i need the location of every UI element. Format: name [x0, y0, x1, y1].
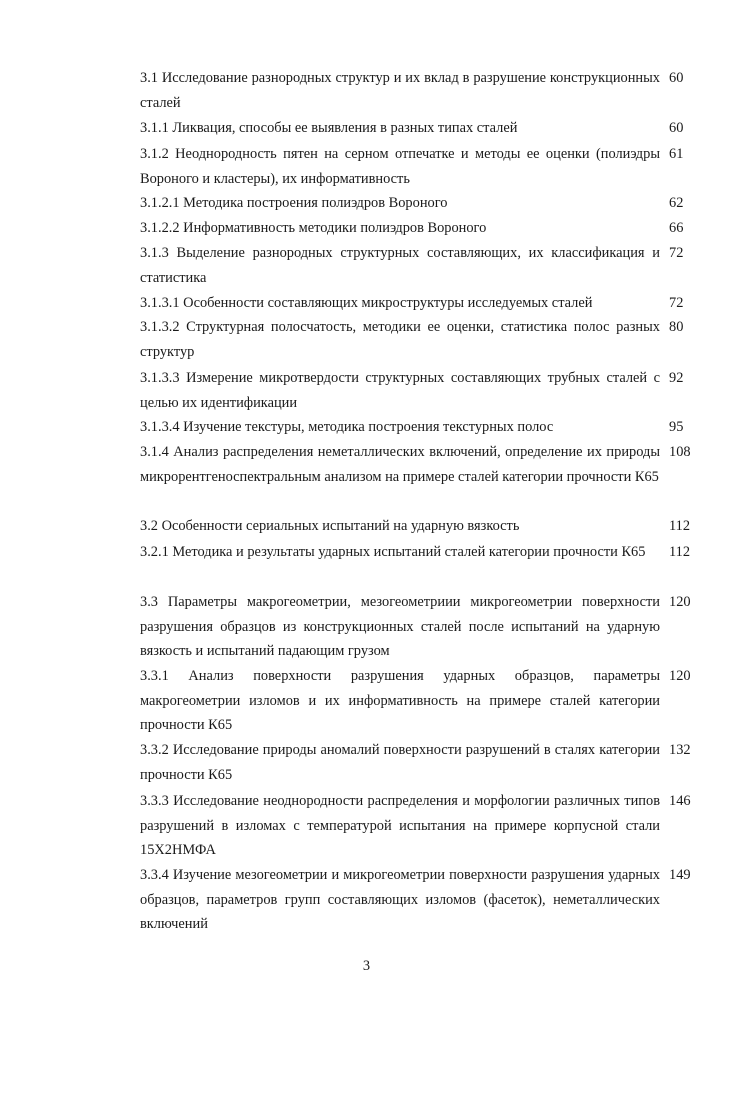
toc-entry-page: 108 [669, 444, 691, 460]
toc-entry-page: 120 [669, 668, 691, 684]
toc-entry-page: 149 [669, 867, 691, 883]
toc-entry-title: 3.2 Особенности сериальных испытаний на ударную вязкость [140, 518, 520, 534]
toc-entry-page: 60 [669, 120, 684, 136]
toc-entry-page: 112 [669, 544, 691, 560]
toc-entry [140, 789, 660, 863]
toc-entry-title: 3.2.1 Методика и результаты ударных испытаний сталей категории прочности К65 [140, 544, 646, 560]
toc-entry [140, 191, 660, 216]
toc-entry-page: 72 [669, 245, 684, 261]
toc-entry-page: 112 [669, 518, 691, 534]
toc-entry [140, 590, 660, 664]
toc-entry-title: 3.1.2 Неоднородность пятен на серном отпечатке и методы ее оценки (полиэдры Вороного и кластеры), их информативность [140, 146, 660, 187]
toc-entry-page: 62 [669, 195, 684, 211]
toc-entry [140, 291, 660, 316]
toc-entry [140, 366, 660, 415]
toc-entry-page: 132 [669, 742, 691, 758]
toc-entry-title: 3.1.3.3 Измерение микротвердости структурных составляющих трубных сталей с целью их идентификации [140, 370, 660, 411]
toc-entry-title: 3.3.3 Исследование неоднородности распределения и морфологии различных типов разрушений в изломах с температурой испытания на примере корпусной стали 15Х2НМФА [140, 793, 660, 858]
toc-entry-page: 60 [669, 70, 684, 86]
toc-entry-page: 95 [669, 419, 684, 435]
toc-entry-page: 61 [669, 146, 684, 162]
toc-entry [140, 514, 660, 539]
toc-entry [140, 315, 660, 364]
toc-entry-page: 120 [669, 594, 691, 610]
toc-entry-title: 3.1.2.1 Методика построения полиэдров Вороного [140, 195, 448, 211]
toc-entry-title: 3.3 Параметры макрогеометрии, мезогеометриии микрогеометрии поверхности разрушения образцов из конструкционных сталей после испытаний на ударную вязкость и испытаний падающим грузом [140, 594, 660, 659]
toc-entry [140, 440, 660, 489]
toc-entry [140, 66, 660, 115]
toc-entry-title: 3.3.4 Изучение мезогеометрии и микрогеометрии поверхности разрушения ударных образцов, параметров групп составляющих изломов (фасеток), неметаллических включений [140, 867, 660, 932]
toc-entry-title: 3.1.3.4 Изучение текстуры, методика построения текстурных полос [140, 419, 554, 435]
toc-entry-title: 3.1.2.2 Информативность методики полиэдров Вороного [140, 220, 487, 236]
page-number: 3 [362, 958, 371, 974]
toc-entry-title: 3.1.3.2 Структурная полосчатость, методики ее оценки, статистика полос разных структур [140, 319, 660, 360]
toc-entry-page: 72 [669, 295, 684, 311]
toc-entry-title: 3.3.2 Исследование природы аномалий поверхности разрушений в сталях категории прочности К65 [140, 742, 660, 783]
toc-entry [140, 863, 660, 937]
toc-entry-title: 3.1 Исследование разнородных структур и их вклад в разрушение конструкционных сталей [140, 70, 660, 111]
toc-entry [140, 738, 660, 787]
toc-entry [140, 142, 660, 191]
toc-entry-page: 80 [669, 319, 684, 335]
toc-entry-title: 3.1.3 Выделение разнородных структурных составляющих, их классификация и статистика [140, 245, 660, 286]
toc-entry [140, 241, 660, 290]
toc-entry-page: 66 [669, 220, 684, 236]
toc-entry [140, 216, 660, 241]
toc-entry-title: 3.1.3.1 Особенности составляющих микроструктуры исследуемых сталей [140, 295, 593, 311]
toc-entry-page: 92 [669, 370, 684, 386]
toc-entry-title: 3.1.4 Анализ распределения неметаллических включений, определение их природы микрорентгеноспектральным анализом на примере сталей категории прочности К65 [140, 444, 660, 485]
toc-entry [140, 540, 660, 565]
toc-entry [140, 415, 660, 440]
toc-entry-title: 3.3.1 Анализ поверхности разрушения ударных образцов, параметры макрогеометрии изломов и их информативность на примере сталей категории прочности К65 [140, 668, 660, 733]
toc-entry-title: 3.1.1 Ликвация, способы ее выявления в разных типах сталей [140, 120, 518, 136]
toc-entry [140, 664, 660, 738]
toc-entry [140, 116, 660, 141]
toc-entry-page: 146 [669, 793, 691, 809]
